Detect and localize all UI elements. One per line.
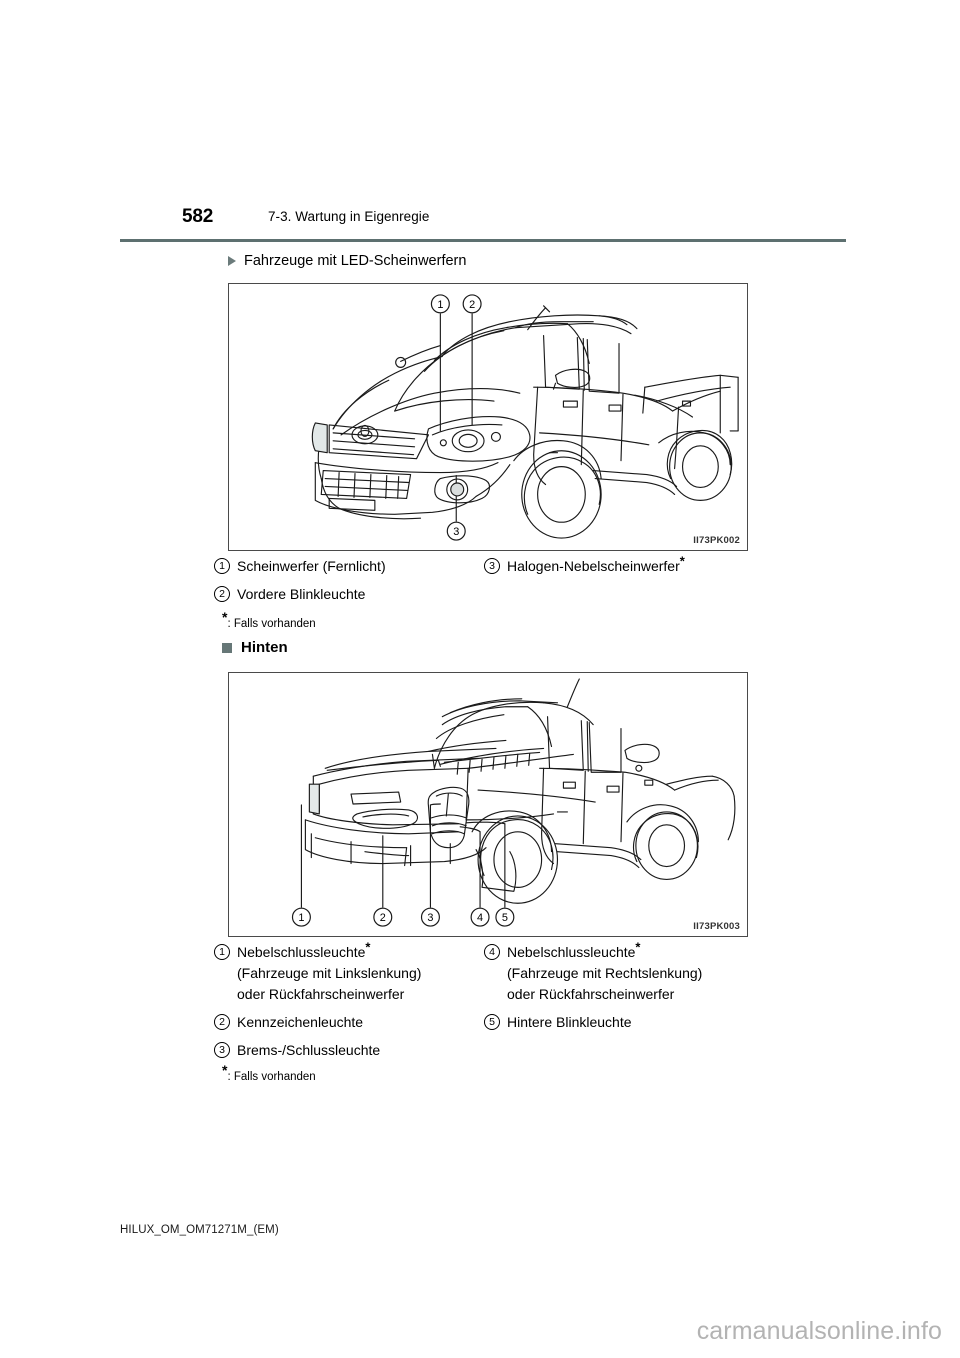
page-title: 7-3. Wartung in Eigenregie [268,209,430,224]
callout-number: 3 [484,558,500,574]
list-item [484,939,774,1005]
svg-text:2: 2 [469,298,476,311]
page-number: 582 [182,206,214,227]
asterisk-marker: * [365,939,371,955]
svg-text:3: 3 [427,912,434,925]
rear-truck-illustration [229,673,747,936]
callout-number: 3 [214,1042,230,1058]
square-bullet-icon [222,643,232,653]
figure-front-lights [228,283,748,551]
callout-number: 5 [484,1014,500,1030]
callout-number: 4 [484,944,500,960]
list-item-label: Nebelschlussleuchte* (Fahrzeuge mit Linkslenkung) oder Rückfahrscheinwerfer [237,939,422,1002]
triangle-bullet-icon [228,256,236,266]
caption-rear-right-column [484,939,774,1040]
page-header [120,206,846,240]
list-item [214,1040,489,1061]
list-item [484,553,774,577]
list-item-label: Halogen-Nebelscheinwerfer* [507,553,685,574]
callout-number: 2 [214,1014,230,1030]
asterisk-marker: * [679,553,685,569]
header-divider [120,239,846,242]
figure-rear-lights [228,672,748,937]
front-truck-illustration [229,284,747,550]
subsection-heading-rear [222,639,288,656]
callout-number: 1 [214,944,230,960]
subsection-heading-front-label: Fahrzeuge mit LED-Scheinwerfern [244,253,467,269]
svg-text:1: 1 [298,912,305,925]
list-item-label: Hintere Blinkleuchte [507,1014,632,1030]
asterisk-marker: * [222,609,228,625]
list-item [214,556,489,577]
list-item [214,939,489,1005]
figure-rear-code: II73PK003 [693,921,740,932]
document-id-footer: HILUX_OM_OM71271M_(EM) [120,1224,279,1236]
footnote-rear [222,1062,316,1083]
list-item-label: Vordere Blinkleuchte [237,586,366,602]
list-item-line2: (Fahrzeuge mit Rechtslenkung) [507,965,703,981]
caption-front-right-column [484,553,774,584]
site-watermark: carmanualsonline.info [696,1317,942,1345]
footnote-front-text: : Falls vorhanden [227,617,316,630]
callout-number: 1 [214,558,230,574]
footnote-front [222,609,316,630]
list-item [214,584,489,605]
list-item-line3: oder Rückfahrscheinwerfer [237,986,405,1002]
footnote-rear-text: : Falls vorhanden [227,1070,316,1083]
caption-front-left-column [214,556,489,612]
svg-text:3: 3 [453,526,460,539]
list-item-label: Brems-/Schlussleuchte [237,1042,381,1058]
list-item-line2: (Fahrzeuge mit Linkslenkung) [237,965,422,981]
svg-text:2: 2 [379,912,386,925]
list-item-label: Nebelschlussleuchte* (Fahrzeuge mit Rechtslenkung) oder Rückfahrscheinwerfer [507,939,703,1002]
asterisk-marker: * [635,939,641,955]
svg-text:1: 1 [437,298,444,311]
list-item-label: Kennzeichenleuchte [237,1014,364,1030]
list-item [214,1012,489,1033]
svg-text:4: 4 [477,912,484,925]
figure-front-code: II73PK002 [693,535,740,546]
svg-text:5: 5 [501,912,508,925]
callout-markers [292,908,513,926]
subsection-heading-rear-label: Hinten [241,639,288,656]
list-item-label: Scheinwerfer (Fernlicht) [237,558,386,574]
subsection-heading-front [228,253,466,269]
asterisk-marker: * [222,1062,228,1078]
caption-rear-left-column [214,939,489,1068]
callout-number: 2 [214,586,230,602]
list-item [484,1012,774,1033]
list-item-line3: oder Rückfahrscheinwerfer [507,986,675,1002]
